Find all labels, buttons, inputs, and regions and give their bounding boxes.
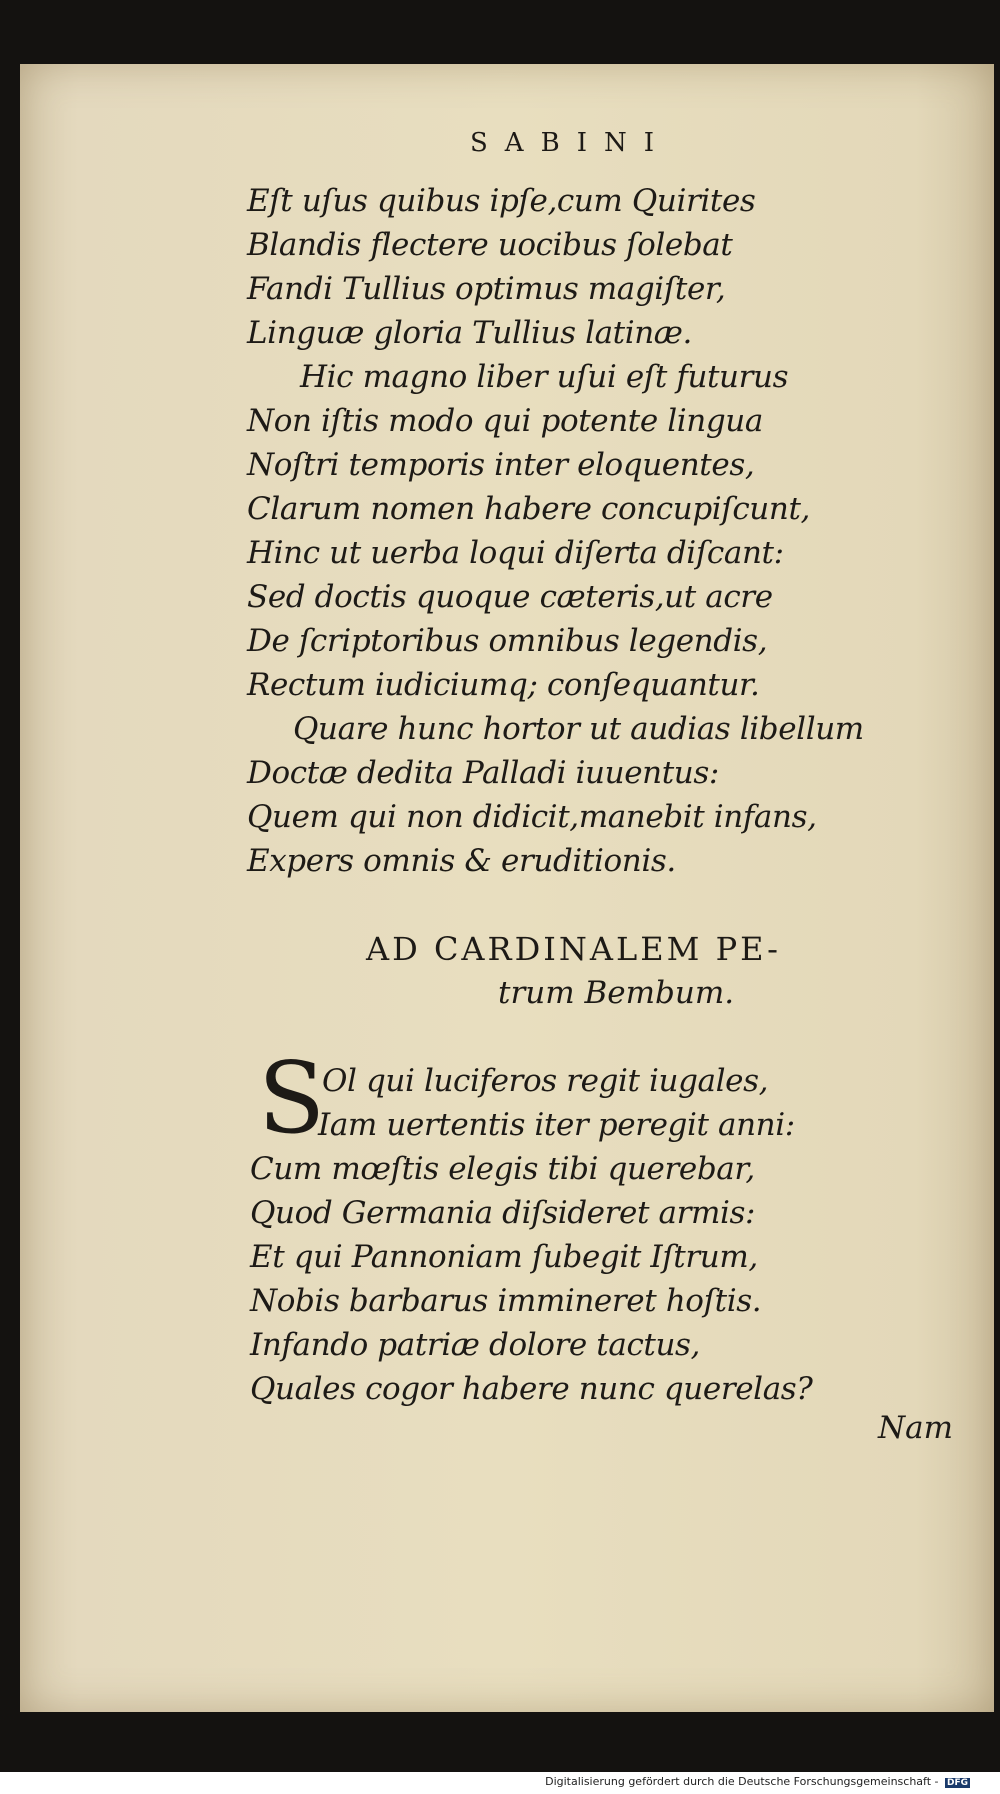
section-heading-line-1: AD CARDINALEM PE- [366,930,781,968]
verse-line: Rectum iudiciumq; conſequantur. [247,667,760,703]
verse-line: Linguæ gloria Tullius latinæ. [247,315,692,351]
verse-line: Blandis flectere uocibus ſolebat [247,227,733,263]
verse-line: Hic magno liber uſui eſt futurus [300,359,789,395]
section-heading-line-2: trum Bembum. [498,975,735,1011]
verse-line: Infando patriæ dolore tactus, [250,1327,700,1363]
verse-line: Noſtri temporis inter eloquentes, [247,447,755,483]
running-head: SABINI [470,128,671,158]
verse-line: Cum mœſtis elegis tibi querebar, [250,1151,755,1187]
verse-line: Iam uertentis iter peregit anni: [318,1107,795,1143]
verse-line: Non iſtis modo qui potente lingua [247,403,763,439]
verse-line: Quem qui non didicit,manebit infans, [247,799,817,835]
book-page [20,64,994,1712]
verse-line: Sed doctis quoque cæteris,ut acre [247,579,773,615]
verse-line: Quales cogor habere nunc querelas? [250,1371,813,1407]
verse-line: Fandi Tullius optimus magiſter, [247,271,726,307]
verse-line: Quare hunc hortor ut audias libellum [293,711,864,747]
digitization-credit [545,1775,970,1788]
verse-line: Et qui Pannoniam ſubegit Iſtrum, [250,1239,758,1275]
verse-line: Quod Germania diſsideret armis: [250,1195,756,1231]
verse-line: Doctæ dedita Palladi iuuentus: [247,755,719,791]
verse-line: Clarum nomen habere concupiſcunt, [247,491,810,527]
verse-line: Expers omnis & eruditionis. [247,843,676,879]
verse-line: Ol qui luciferos regit iugales, [322,1063,769,1099]
drop-initial: S [258,1042,326,1156]
verse-line: Eſt uſus quibus ipſe,cum Quirites [247,183,756,219]
dfg-logo: DFG [946,1778,968,1788]
credit-text: Digitalisierung gefördert durch die Deutsche Forschungsgemeinschaft - [545,1775,939,1788]
verse-line: De ſcriptoribus omnibus legendis, [247,623,768,659]
verse-line: Hinc ut uerba loqui diſerta diſcant: [247,535,784,571]
verse-line: Nobis barbarus immineret hoſtis. [250,1283,762,1319]
catchword: Nam [878,1410,954,1446]
